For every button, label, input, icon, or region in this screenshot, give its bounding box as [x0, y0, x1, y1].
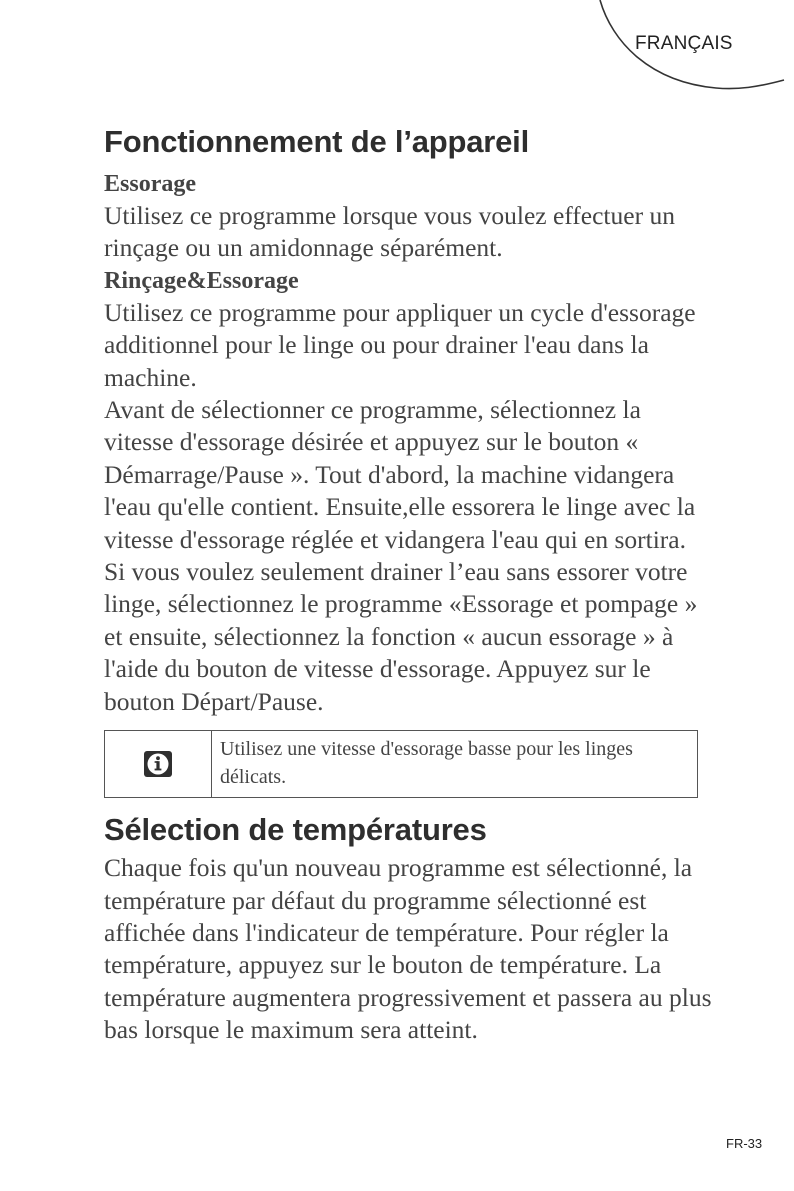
rincage-paragraph-3: Si vous voulez seulement drainer l’eau sans essorer votre linge, sélectionnez le programme «Essorage et pompage » et ensuite, sélectionnez la fonction « aucun essorage » à l'aide du bouton de vitesse d'essorage. Appuyez sur le bouton Départ/Pause. — [104, 557, 698, 716]
essorage-description: Utilisez ce programme lorsque vous voulez effectuer un rinçage ou un amidonnage séparément. — [104, 201, 675, 263]
temperature-description: Chaque fois qu'un nouveau programme est sélectionné, la température par défaut du programme sélectionné est affichée dans l'indicateur de température. Pour régler la température, appuyez sur le bouton de température. La température augmentera progressivement et passera au plus bas lorsque le maximum sera atteint. — [104, 853, 712, 1045]
rincage-paragraph-2: Avant de sélectionner ce programme, sélectionnez la vitesse d'essorage désirée et appuyez sur le bouton « Démarrage/Pause ». Tout d'abord, la machine vidangera l'eau qu'elle contient. Ensuite,elle essorera le linge avec la vitesse d'essorage réglée et vidangera l'eau qui en sortira. — [104, 395, 696, 554]
info-icon — [143, 750, 173, 778]
note-box — [104, 730, 698, 798]
section-title-temperature: Sélection de températures — [104, 812, 487, 848]
page-content — [104, 122, 716, 1047]
page-number: FR-33 — [726, 1136, 763, 1151]
note-text: Utilisez une vitesse d'essorage basse pour les linges délicats. — [220, 738, 633, 789]
heading-rincage-essorage: Rinçage&Essorage — [104, 267, 299, 294]
note-icon-cell — [105, 731, 212, 797]
language-label: FRANÇAIS — [635, 33, 733, 54]
heading-essorage: Essorage — [104, 171, 196, 197]
rincage-paragraph-1: Utilisez ce programme pour appliquer un cycle d'essorage additionnel pour le linge ou pour drainer l'eau dans la machine. — [104, 297, 696, 392]
section-title-operation: Fonctionnement de l’appareil — [104, 124, 530, 159]
